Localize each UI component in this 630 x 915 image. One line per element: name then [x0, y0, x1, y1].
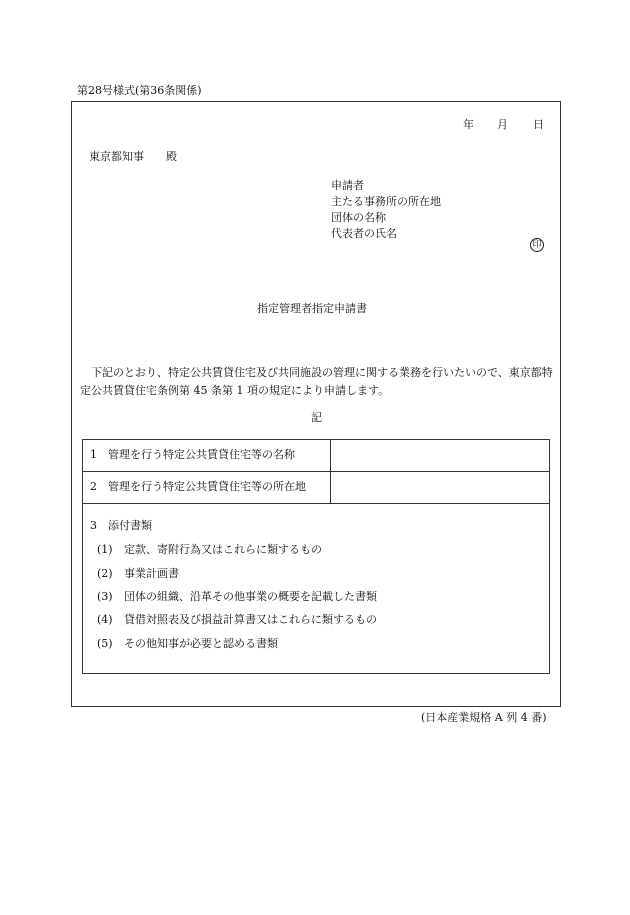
ki-label: 記: [311, 411, 322, 424]
attachment-text: 団体の組織、沿革その他事業の概要を記載した書類: [124, 590, 377, 603]
date-year: 年: [463, 118, 474, 131]
table-column-divider: [330, 439, 331, 503]
paper-size-note: (日本産業規格 A 列 4 番): [421, 711, 547, 724]
date-day: 日: [533, 118, 544, 131]
applicant-label: 申請者: [331, 179, 364, 192]
attachment-text: その他知事が必要と認める書類: [124, 637, 278, 650]
form-number: 第28号様式(第36条関係): [77, 84, 202, 97]
date-month: 月: [497, 118, 508, 131]
table-divider: [82, 471, 550, 472]
attachment-text: 定款、寄附行為又はこれらに類するもの: [124, 543, 322, 556]
row-name-label: 1 管理を行う特定公共賃貸住宅等の名称: [90, 448, 295, 461]
row-address-label: 2 管理を行う特定公共賃貸住宅等の所在地: [90, 480, 306, 493]
attachment-num: (2): [97, 567, 113, 580]
document-title: 指定管理者指定申請書: [257, 302, 367, 315]
attachment-num: (1): [97, 543, 113, 556]
table-divider: [82, 503, 550, 504]
attachment-num: (4): [97, 613, 113, 626]
attachments-heading: 3 添付書類: [90, 519, 152, 532]
attachment-num: (5): [97, 637, 113, 650]
applicant-address: 主たる事務所の所在地: [331, 195, 441, 208]
attachment-num: (3): [97, 590, 113, 603]
applicant-org-name: 団体の名称: [331, 211, 386, 224]
seal-mark: 印: [530, 238, 544, 252]
body-text: 下記のとおり、特定公共賃貸住宅及び共同施設の管理に関する業務を行いたいので、東京都特定公共賃貸住宅条例第 45 条第 1 項の規定により申請します。: [80, 366, 553, 397]
attachment-text: 事業計画書: [124, 567, 179, 580]
attachment-text: 貸借対照表及び損益計算書又はこれらに類するもの: [124, 613, 377, 626]
addressee: 東京都知事 殿: [89, 150, 177, 163]
applicant-rep-name: 代表者の氏名: [331, 227, 397, 240]
